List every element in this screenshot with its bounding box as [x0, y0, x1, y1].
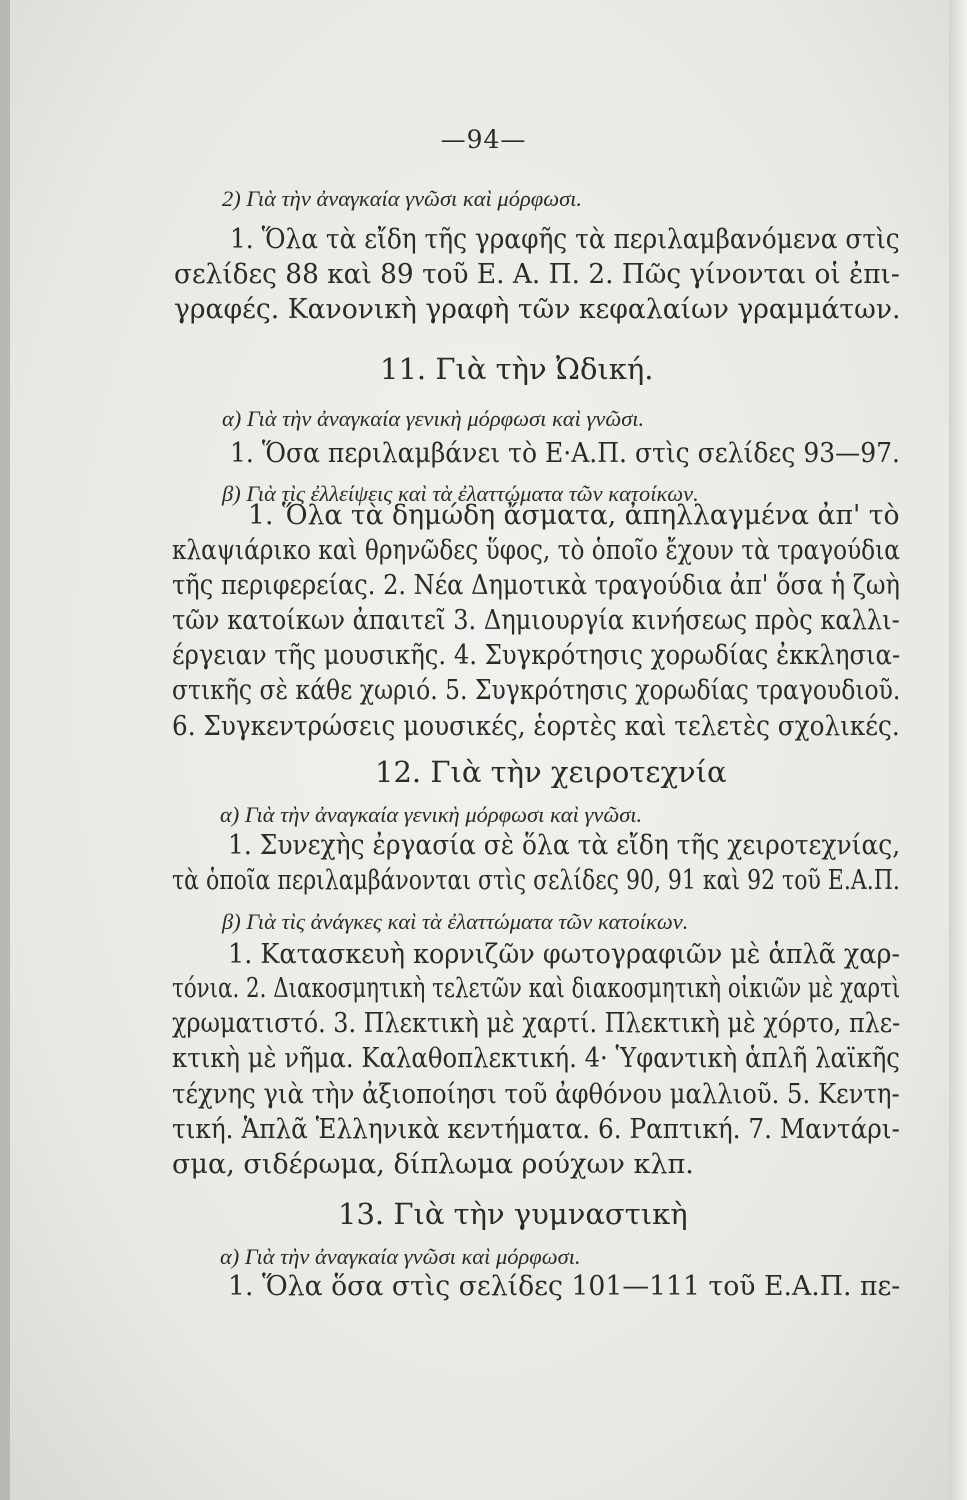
- text-line: τῶν κατοίκων ἀπαιτεῖ 3. Δημιουργία κινήσεως πρὸς καλλι-: [172, 605, 900, 636]
- text-line: τέχνης γιὰ τὴν ἀξιοποίησι τοῦ ἀφθόνου μαλλιοῦ. 5. Κεντη-: [172, 1079, 900, 1110]
- text-line: σμα, σιδέρωμα, δίπλωμα ρούχων κλπ.: [172, 1149, 694, 1180]
- right-margin-edge: [949, 0, 967, 1500]
- text-line: κτικὴ μὲ νῆμα. Καλαθοπλεκτική. 4· Ὑφαντικὴ ἁπλῆ λαϊκῆς: [172, 1043, 900, 1074]
- section-heading: 13. Γιὰ τὴν γυμναστικὴ: [338, 1197, 688, 1231]
- text-line: 1. Ὅλα τὰ δημώδη ἄσματα, ἀπηλλαγμένα ἀπ' τὸ: [248, 500, 900, 531]
- text-line: 6. Συγκεντρώσεις μουσικές, ἑορτὲς καὶ τελετὲς σχολικές.: [172, 711, 900, 742]
- text-line: 1. Κατασκευὴ κορνιζῶν φωτογραφιῶν μὲ ἁπλᾶ χαρ-: [228, 939, 901, 970]
- left-margin-shadow: [0, 0, 10, 1500]
- section-subheading: α) Γιὰ τὴν ἀναγκαία γενικὴ μόρφωσι καὶ γνῶσι.: [220, 802, 643, 827]
- text-line: 1. Ὅλα ὅσα στὶς σελίδες 101—111 τοῦ Ε.Α.Π. πε-: [228, 1271, 901, 1302]
- text-line: στικῆς σὲ κάθε χωριό. 5. Συγκρότησις χορωδίας τραγουδιοῦ.: [172, 675, 901, 706]
- text-line: κλαψιάρικο καὶ θρηνῶδες ὕφος, τὸ ὁποῖο ἔχουν τὰ τραγούδια: [172, 535, 900, 566]
- text-line: έργειαν τῆς μουσικῆς. 4. Συγκρότησις χορωδίας ἐκκλησια-: [172, 640, 901, 671]
- section-subheading: β) Γιὰ τὶς ἐλλείψεις καὶ τὰ ἐλαττώματα τῶν κατοίκων.: [222, 481, 699, 506]
- section-subheading: α) Γιὰ τὴν ἀναγκαία γενικὴ μόρφωσι καὶ γνῶσι.: [222, 406, 645, 431]
- page-number: —94—: [440, 125, 527, 154]
- text-line: 1. Συνεχὴς ἐργασία σὲ ὅλα τὰ εἴδη τῆς χειροτεχνίας,: [228, 830, 901, 861]
- text-line: χρωματιστό. 3. Πλεκτικὴ μὲ χαρτί. Πλεκτικὴ μὲ χόρτο, πλε-: [172, 1008, 901, 1039]
- text-line: γραφές. Κανονικὴ γραφὴ τῶν κεφαλαίων γραμμάτων.: [174, 294, 901, 325]
- section-subheading: α) Γιὰ τὴν ἀναγκαία γνῶσι καὶ μόρφωσι.: [220, 1244, 581, 1269]
- text-line: 1. Ὅσα περιλαμβάνει τὸ Ε·Α.Π. στὶς σελίδες 93—97.: [230, 438, 900, 469]
- text-line: τὰ ὁποῖα περιλαμβάνονται στὶς σελίδες 90, 91 καὶ 92 τοῦ Ε.Α.Π.: [172, 865, 900, 896]
- text-line: 1. Ὅλα τὰ εἴδη τῆς γραφῆς τὰ περιλαμβανόμενα στὶς: [230, 224, 900, 255]
- text-line: σελίδες 88 καὶ 89 τοῦ Ε. Α. Π. 2. Πῶς γίνονται οἱ ἐπι-: [174, 259, 900, 290]
- text-line: τική. Ἁπλᾶ Ἑλληνικὰ κεντήματα. 6. Ραπτική. 7. Μαντάρι-: [172, 1114, 900, 1145]
- section-subheading: β) Γιὰ τὶς ἀνάγκες καὶ τὰ ἐλαττώματα τῶν κατοίκων.: [222, 909, 689, 934]
- section-subheading: 2) Γιὰ τὴν ἀναγκαία γνῶσι καὶ μόρφωσι.: [222, 186, 583, 211]
- text-line: τόνια. 2. Διακοσμητικὴ τελετῶν καὶ διακοσμητικὴ οἰκιῶν μὲ χαρτὶ: [172, 973, 901, 1004]
- section-heading: 11. Γιὰ τὴν Ὠδική.: [380, 352, 654, 386]
- text-line: τῆς περιφερείας. 2. Νέα Δημοτικὰ τραγούδια ἀπ' ὅσα ἡ ζωὴ: [172, 570, 900, 601]
- section-heading: 12. Γιὰ τὴν χειροτεχνία: [375, 755, 727, 789]
